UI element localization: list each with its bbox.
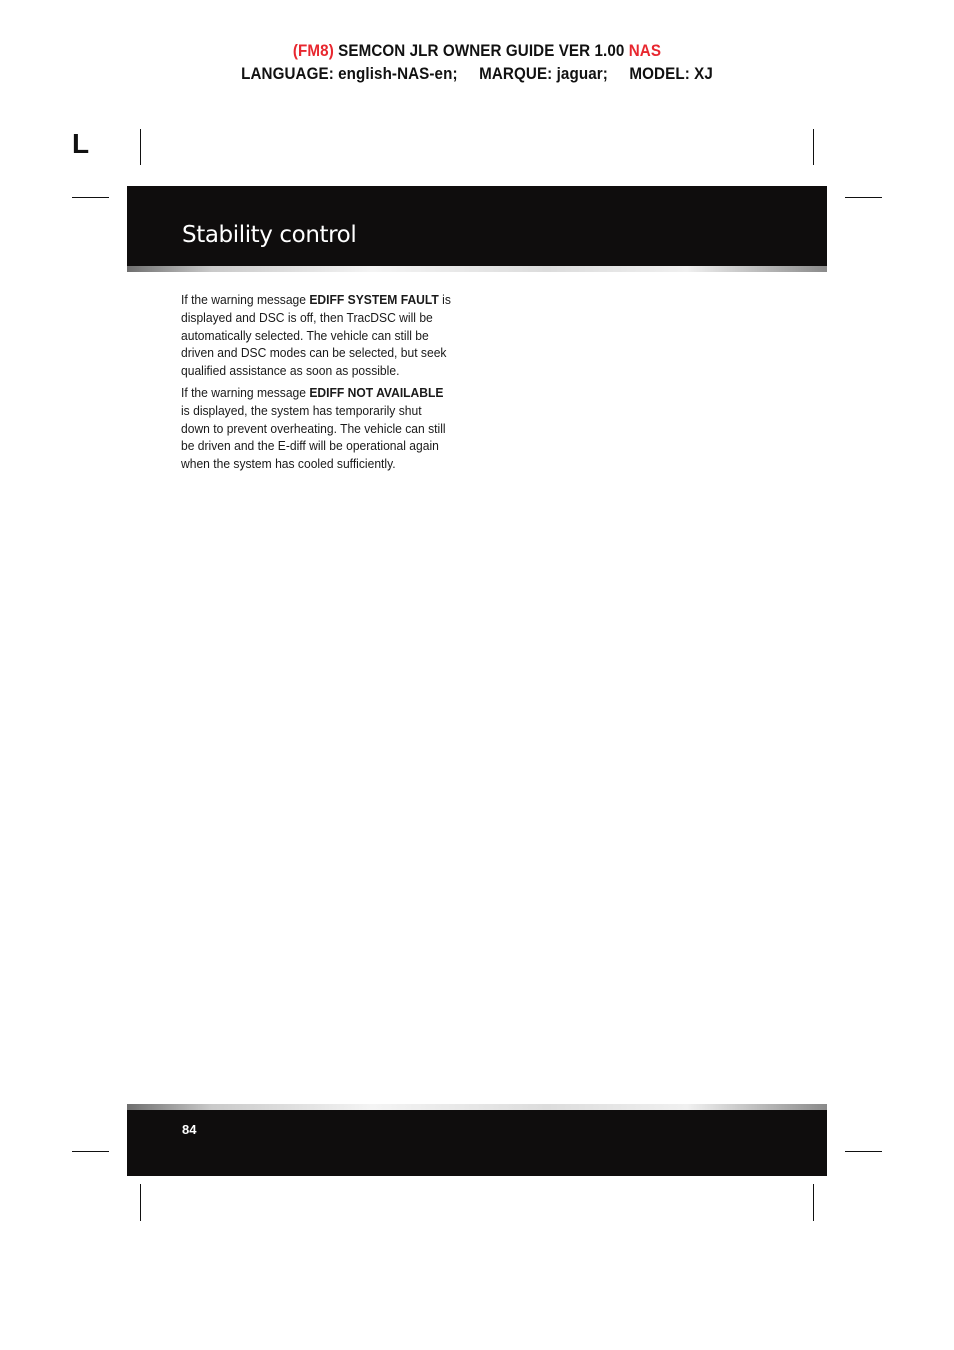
paragraph-lead: If the warning message [181,384,310,400]
paragraph-lead: If the warning message [181,292,310,307]
paragraph-ediff-system-fault [181,291,453,380]
paragraph-rest: is displayed, the system has temporarily shut down to prevent overheating. The vehicle can still be driven and the E-diff will be operational again when the system has cooled sufficiently. [181,402,446,472]
page-number: 84 [182,1122,197,1137]
crop-mark-top-right-vertical [813,129,814,165]
footer-band [127,1110,827,1176]
header-market-code: NAS [628,42,662,60]
crop-mark-top-right-horizontal [845,197,882,198]
crop-mark-bottom-right-horizontal [845,1151,882,1152]
crop-mark-letter: L [72,128,90,159]
header-fm-code: (FM8) [292,42,334,60]
section-title-band [127,186,827,266]
paragraph-rest: is displayed and DSC is off, then TracDSC will be automatically selected. The vehicle can still be driven and DSC modes can be selected, but seek qualified assistance as soon as possible. [181,292,451,379]
warning-message-text: EDIFF NOT AVAILABLE [309,384,444,400]
header-line-2: LANGUAGE: english-NAS-en; MARQUE: jaguar; MODEL: XJ [241,65,713,83]
body-text [181,291,453,477]
crop-mark-top-left-horizontal [72,197,109,198]
section-title: Stability control [182,222,357,248]
warning-message-text: EDIFF SYSTEM FAULT [309,292,439,307]
document-header [38,40,916,86]
header-line-1 [38,40,916,63]
footer-band-gradient-edge [127,1104,827,1110]
paragraph-ediff-not-available [181,384,453,473]
header-guide-title: SEMCON JLR OWNER GUIDE VER 1.00 [333,42,629,60]
crop-mark-bottom-left-horizontal [72,1151,109,1152]
crop-mark-top-left-vertical [140,129,141,165]
crop-mark-bottom-left-vertical [140,1184,141,1221]
crop-mark-bottom-right-vertical [813,1184,814,1221]
title-band-gradient-edge [127,266,827,272]
